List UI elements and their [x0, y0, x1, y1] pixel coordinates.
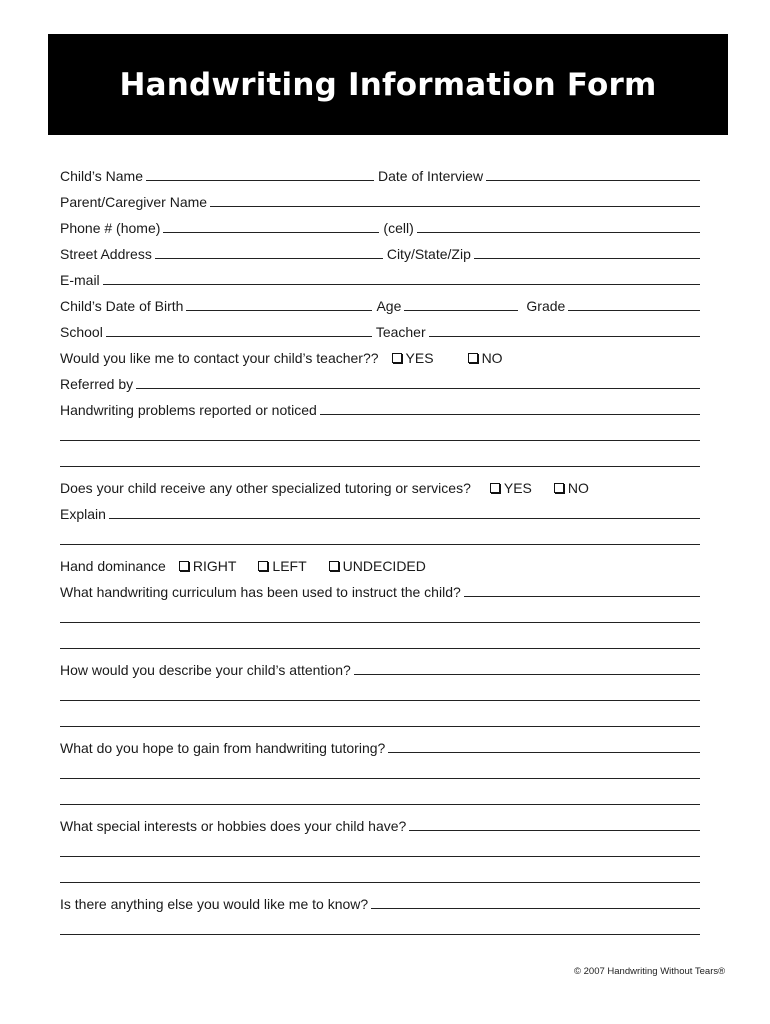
- attention-field[interactable]: [354, 674, 700, 675]
- blank-answer-line[interactable]: [60, 622, 700, 623]
- row-gain: [60, 730, 700, 756]
- blank-answer-line[interactable]: [60, 726, 700, 727]
- phone-home-field[interactable]: [163, 232, 379, 233]
- interests-field[interactable]: [409, 830, 700, 831]
- yes-label: YES: [503, 480, 532, 496]
- other-services-no-option[interactable]: [554, 480, 589, 496]
- row-email: [60, 262, 700, 288]
- contact-teacher-no-option[interactable]: [468, 350, 503, 366]
- blank-line-row: [60, 860, 700, 886]
- gain-question: What do you hope to gain from handwriting tutoring?: [60, 740, 386, 756]
- parent-name-label: Parent/Caregiver Name: [60, 194, 208, 210]
- email-label: E-mail: [60, 272, 100, 288]
- no-label: NO: [567, 480, 589, 496]
- left-label: LEFT: [272, 558, 307, 574]
- city-state-zip-field[interactable]: [474, 258, 700, 259]
- no-label: NO: [481, 350, 503, 366]
- row-hand-dominance: [60, 548, 700, 574]
- cell-field[interactable]: [417, 232, 700, 233]
- row-referred: [60, 366, 700, 392]
- row-address: [60, 236, 700, 262]
- child-name-label: Child’s Name: [60, 168, 143, 184]
- row-attention: [60, 652, 700, 678]
- parent-name-field[interactable]: [210, 206, 700, 207]
- contact-teacher-question: Would you like me to contact your child’s teacher??: [60, 350, 379, 366]
- hand-dominance-label: Hand dominance: [60, 558, 166, 574]
- blank-answer-line[interactable]: [60, 856, 700, 857]
- row-explain: [60, 496, 700, 522]
- row-dob: [60, 288, 700, 314]
- other-services-question: Does your child receive any other specialized tutoring or services?: [60, 480, 471, 496]
- blank-line-row: [60, 782, 700, 808]
- school-field[interactable]: [106, 336, 372, 337]
- age-field[interactable]: [404, 310, 518, 311]
- checkbox-icon[interactable]: [258, 561, 268, 571]
- blank-line-row: [60, 522, 700, 548]
- checkbox-icon[interactable]: [490, 483, 500, 493]
- hand-undecided-option[interactable]: [329, 558, 426, 574]
- street-address-label: Street Address: [60, 246, 152, 262]
- row-interests: [60, 808, 700, 834]
- curriculum-field[interactable]: [464, 596, 700, 597]
- date-of-interview-field[interactable]: [486, 180, 700, 181]
- row-contact-teacher: [60, 340, 700, 366]
- blank-answer-line[interactable]: [60, 882, 700, 883]
- anything-else-field[interactable]: [371, 908, 700, 909]
- right-label: RIGHT: [192, 558, 237, 574]
- child-name-field[interactable]: [146, 180, 374, 181]
- child-dob-field[interactable]: [186, 310, 372, 311]
- referred-by-label: Referred by: [60, 376, 134, 392]
- referred-by-field[interactable]: [136, 388, 700, 389]
- row-parent: [60, 184, 700, 210]
- teacher-label: Teacher: [375, 324, 426, 340]
- blank-answer-line[interactable]: [60, 934, 700, 935]
- email-field[interactable]: [103, 284, 700, 285]
- checkbox-icon[interactable]: [554, 483, 564, 493]
- hand-right-option[interactable]: [179, 558, 237, 574]
- teacher-field[interactable]: [429, 336, 700, 337]
- contact-teacher-yes-option[interactable]: [392, 350, 434, 366]
- age-label: Age: [376, 298, 402, 314]
- blank-line-row: [60, 834, 700, 860]
- blank-line-row: [60, 756, 700, 782]
- checkbox-icon[interactable]: [392, 353, 402, 363]
- street-address-field[interactable]: [155, 258, 383, 259]
- blank-line-row: [60, 444, 700, 470]
- checkbox-icon[interactable]: [468, 353, 478, 363]
- blank-line-row: [60, 704, 700, 730]
- school-label: School: [60, 324, 103, 340]
- blank-answer-line[interactable]: [60, 440, 700, 441]
- phone-home-label: Phone # (home): [60, 220, 161, 236]
- interests-question: What special interests or hobbies does your child have?: [60, 818, 407, 834]
- problems-reported-field[interactable]: [320, 414, 700, 415]
- hand-left-option[interactable]: [258, 558, 306, 574]
- city-state-zip-label: City/State/Zip: [386, 246, 471, 262]
- curriculum-question: What handwriting curriculum has been used to instruct the child?: [60, 584, 461, 600]
- row-school: [60, 314, 700, 340]
- blank-answer-line[interactable]: [60, 778, 700, 779]
- row-problems: [60, 392, 700, 418]
- grade-field[interactable]: [568, 310, 700, 311]
- grade-label: Grade: [526, 298, 566, 314]
- blank-answer-line[interactable]: [60, 700, 700, 701]
- problems-reported-label: Handwriting problems reported or noticed: [60, 402, 317, 418]
- explain-field[interactable]: [109, 518, 700, 519]
- undecided-label: UNDECIDED: [342, 558, 426, 574]
- attention-question: How would you describe your child’s attention?: [60, 662, 351, 678]
- row-curriculum: [60, 574, 700, 600]
- blank-answer-line[interactable]: [60, 544, 700, 545]
- blank-line-row: [60, 912, 700, 938]
- copyright-notice: © 2007 Handwriting Without Tears®: [574, 966, 726, 977]
- row-other-services: [60, 470, 700, 496]
- yes-label: YES: [405, 350, 434, 366]
- blank-line-row: [60, 600, 700, 626]
- date-of-interview-label: Date of Interview: [378, 168, 484, 184]
- child-dob-label: Child’s Date of Birth: [60, 298, 184, 314]
- row-phone: [60, 210, 700, 236]
- blank-line-row: [60, 626, 700, 652]
- title-banner: [48, 34, 728, 135]
- other-services-yes-option[interactable]: [490, 480, 532, 496]
- explain-label: Explain: [60, 506, 106, 522]
- row-anything-else: [60, 886, 700, 912]
- checkbox-icon[interactable]: [179, 561, 189, 571]
- blank-answer-line[interactable]: [60, 804, 700, 805]
- gain-field[interactable]: [388, 752, 700, 753]
- form-body: [60, 158, 700, 938]
- blank-answer-line[interactable]: [60, 648, 700, 649]
- blank-line-row: [60, 678, 700, 704]
- form-title: Handwriting Information Form: [119, 66, 657, 103]
- row-child-name: [60, 158, 700, 184]
- blank-line-row: [60, 418, 700, 444]
- cell-label: (cell): [383, 220, 414, 236]
- blank-answer-line[interactable]: [60, 466, 700, 467]
- checkbox-icon[interactable]: [329, 561, 339, 571]
- anything-else-question: Is there anything else you would like me to know?: [60, 896, 369, 912]
